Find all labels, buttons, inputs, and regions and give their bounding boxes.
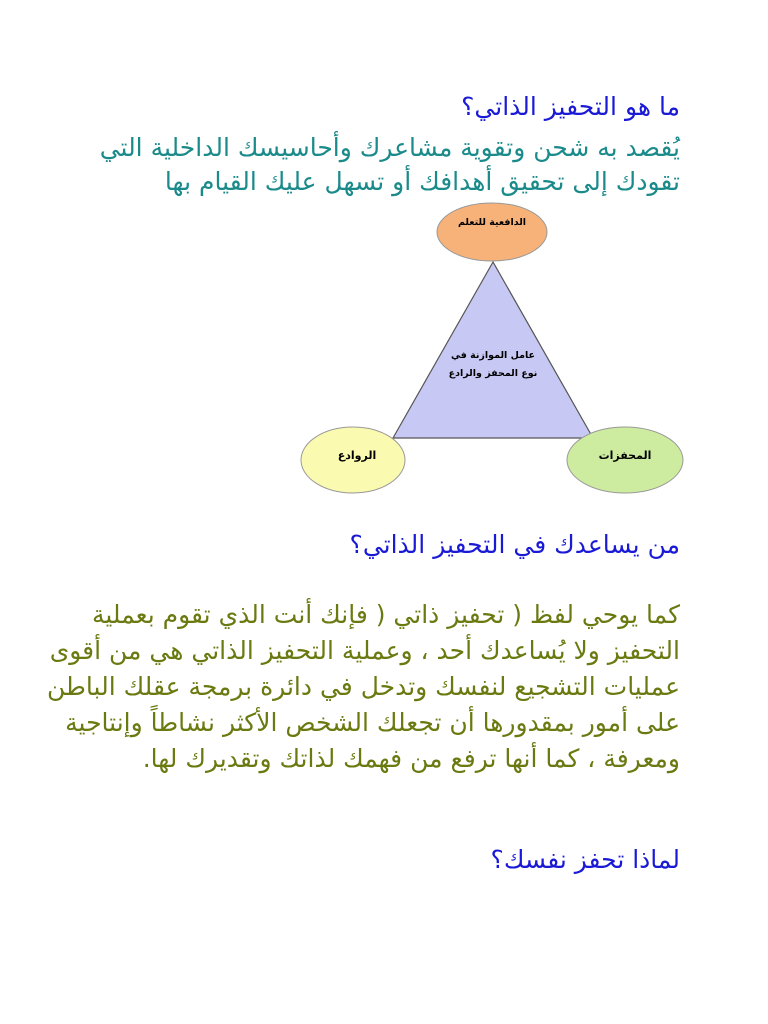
heading-who-helps: من يساعدك في التحفيز الذاتي؟ [349,530,680,559]
top-node-shape [437,203,547,261]
paragraph-line: التحفيز ولا يُساعدك أحد ، وعملية التحفيز الذاتي هي من أقوى [49,636,680,665]
paragraph-line: عمليات التشجيع لنفسك وتدخل في دائرة برمجة عقلك الباطن [47,672,680,701]
paragraph-line: ومعرفة ، كما أنها ترفع من فهمك لذاتك وتقديرك لها. [142,744,680,773]
right-node-label: المحفزات [598,449,652,462]
left-node-label: الروادع [337,449,377,462]
intro-line-2: تقودك إلى تحقيق أهدافك أو تسهل عليك القيام بها [164,167,680,196]
paragraph-who-helps [47,597,680,777]
paragraph-line: على أمور بمقدورها أن تجعلك الشخص الأكثر نشاطاً وإنتاجية [65,708,680,737]
center-label-line-1: عامل الموازنة في [450,350,536,361]
paragraph-line: كما يوحي لفظ ( تحفيز ذاتي ( فإنك أنت الذي تقوم بعملية [91,600,680,629]
heading-what-is-self-motivation: ما هو التحفيز الذاتي؟ [461,92,680,121]
top-node-label: الدافعية للتعلم [457,217,527,228]
heading-why-motivate: لماذا تحفز نفسك؟ [490,845,680,874]
center-label-line-2: نوع المحفز والرادع [448,368,538,379]
motivation-diagram [295,200,690,500]
intro-line-1: يُقصد به شحن وتقوية مشاعرك وأحاسيسك الداخلية التي [99,133,680,162]
